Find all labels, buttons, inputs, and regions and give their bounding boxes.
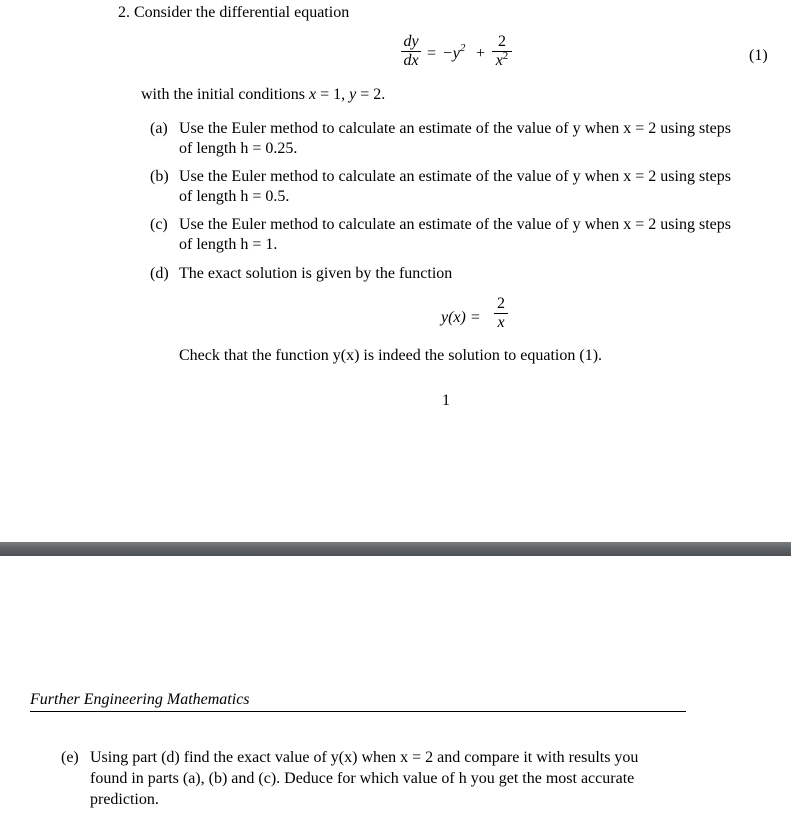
part-b-label: (b) xyxy=(150,168,169,185)
part-c-line2: of length h = 1. xyxy=(179,236,278,253)
minus-y: −y xyxy=(442,45,460,62)
equals-sign: = xyxy=(427,45,437,62)
part-d-label: (d) xyxy=(150,265,169,282)
initial-y-value: = 2. xyxy=(356,86,386,103)
initial-text: with the initial conditions xyxy=(141,86,309,103)
part-a-line1: Use the Euler method to calculate an estimate of the value of y when x = 2 using steps xyxy=(179,120,731,137)
page-number: 1 xyxy=(442,392,450,409)
part-d-line1: The exact solution is given by the function xyxy=(179,265,453,282)
initial-conditions xyxy=(141,85,385,104)
two-over-x-squared xyxy=(492,34,512,70)
solution-denominator: x xyxy=(497,314,505,331)
solution-numerator: 2 xyxy=(497,295,505,312)
initial-x-value: = 1, xyxy=(316,86,350,103)
part-b-line2: of length h = 0.5. xyxy=(179,188,290,205)
initial-y: y xyxy=(349,86,357,103)
header-rule xyxy=(30,711,686,712)
check-statement: Check that the function y(x) is indeed the solution to equation (1). xyxy=(179,347,603,364)
y-exponent: 2 xyxy=(459,42,466,54)
page-separator xyxy=(0,542,791,556)
part-e-line3: prediction. xyxy=(90,791,159,808)
solution-lhs: y(x) = xyxy=(441,309,481,326)
part-e-line1: Using part (d) find the exact value of y(x) when x = 2 and compare it with results you xyxy=(90,749,639,766)
minus-y-term xyxy=(442,44,465,65)
running-header: Further Engineering Mathematics xyxy=(30,691,250,708)
part-c-line1: Use the Euler method to calculate an estimate of the value of y when x = 2 using steps xyxy=(179,216,731,233)
dy-numerator: dy xyxy=(403,33,419,50)
question-number: 2. xyxy=(118,4,130,21)
rhs-numerator: 2 xyxy=(498,33,506,50)
plus-sign: + xyxy=(476,45,486,62)
rhs-denominator xyxy=(492,50,512,70)
question-heading xyxy=(118,3,349,22)
part-e-line2: found in parts (a), (b) and (c). Deduce for which value of h you get the most accurate xyxy=(90,770,635,787)
equation-label: (1) xyxy=(749,47,768,64)
rhs-den-x: x xyxy=(495,52,503,69)
part-c-label: (c) xyxy=(150,216,168,233)
part-b-line1: Use the Euler method to calculate an estimate of the value of y when x = 2 using steps xyxy=(179,168,731,185)
dy-dx-fraction xyxy=(401,34,421,69)
rhs-den-exponent: 2 xyxy=(502,50,509,62)
part-e-label: (e) xyxy=(61,749,79,766)
two-over-x xyxy=(494,296,508,331)
part-a-label: (a) xyxy=(150,120,168,137)
initial-x: x xyxy=(308,86,317,103)
dx-denominator: dx xyxy=(403,52,419,69)
question-intro: Consider the differential equation xyxy=(134,4,350,21)
part-a-line2: of length h = 0.25. xyxy=(179,140,298,157)
